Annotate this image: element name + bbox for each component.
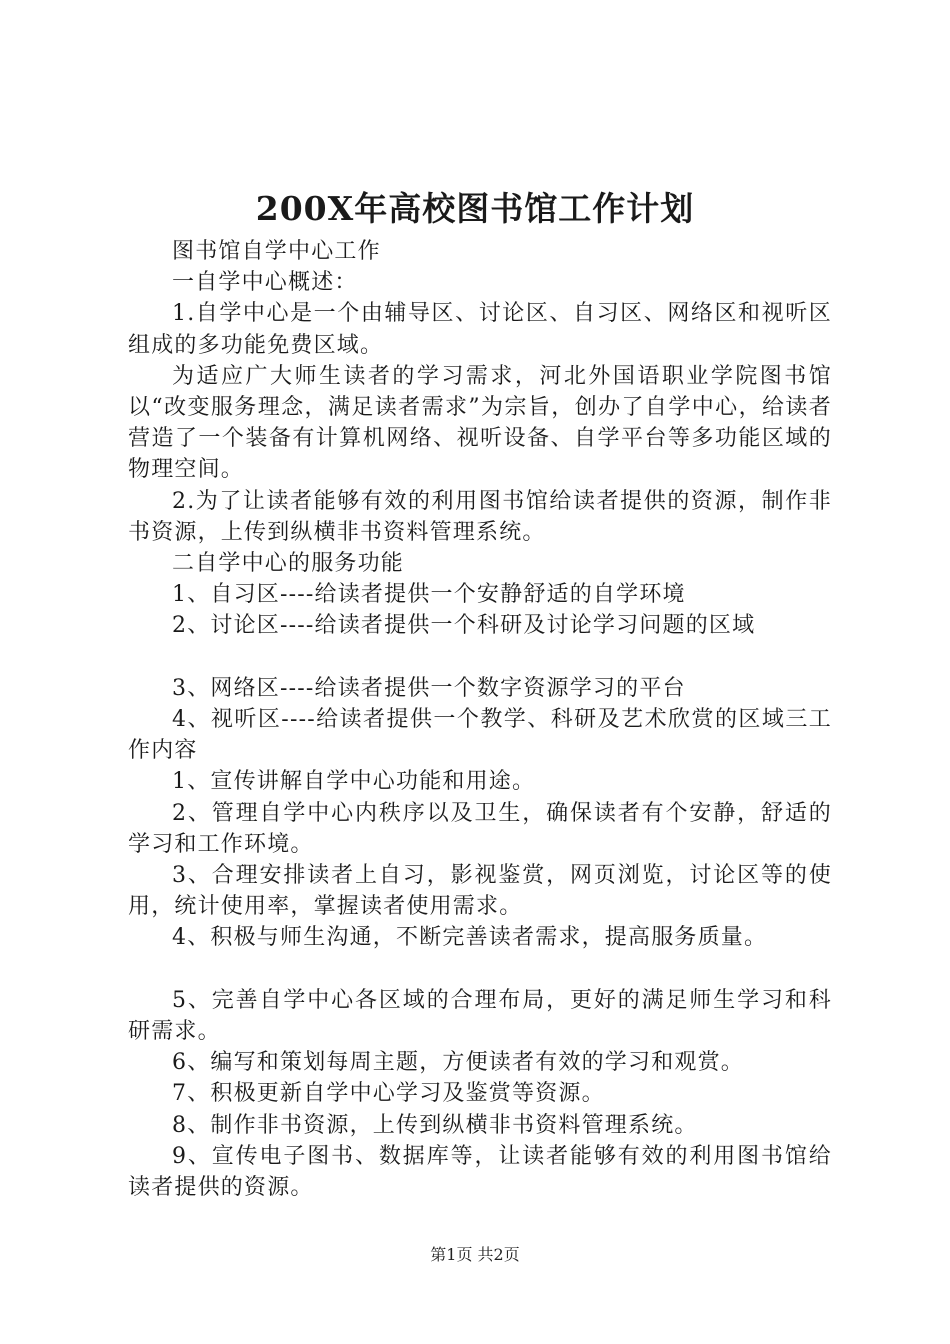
document-body	[128, 236, 832, 1203]
paragraph: 9、宣传电子图书、数据库等，让读者能够有效的利用图书馆给读者提供的资源。	[128, 1143, 832, 1201]
paragraph: 1、自习区----给读者提供一个安静舒适的自学环境	[172, 582, 686, 608]
paragraph: 为适应广大师生读者的学习需求，河北外国语职业学院图书馆以“改变服务理念，满足读者需求”为宗旨，创办了自学中心，给读者营造了一个装备有计算机网络、视听设备、自学平台等多功能区域的物理空间。	[128, 363, 832, 483]
paragraph: 2、讨论区----给读者提供一个科研及讨论学习问题的区域	[172, 613, 756, 639]
page-footer: 第1页 共2页	[430, 1245, 520, 1264]
paragraph: 2、管理自学中心内秩序以及卫生，确保读者有个安静，舒适的学习和工作环境。	[128, 800, 832, 857]
paragraph: 3、网络区----给读者提供一个数字资源学习的平台	[172, 675, 686, 701]
document-title: 200X年高校图书馆工作计划	[255, 189, 695, 228]
paragraph: 8、制作非书资源，上传到纵横非书资料管理系统。	[172, 1112, 698, 1138]
paragraph: 1、宣传讲解自学中心功能和用途。	[172, 769, 536, 795]
paragraph: 1.自学中心是一个由辅导区、讨论区、自习区、网络区和视听区组成的多功能免费区域。	[128, 301, 832, 358]
paragraph: 7、积极更新自学中心学习及鉴赏等资源。	[172, 1081, 605, 1107]
paragraph: 5、完善自学中心各区域的合理布局，更好的满足师生学习和科研需求。	[128, 987, 832, 1045]
paragraph: 4、积极与师生沟通，不断完善读者需求，提高服务质量。	[172, 925, 768, 951]
paragraph: 6、编写和策划每周主题，方便读者有效的学习和观赏。	[172, 1050, 744, 1076]
paragraph: 图书馆自学中心工作	[172, 239, 381, 264]
paragraph: 3、合理安排读者上自习，影视鉴赏，网页浏览，讨论区等的使用，统计使用率，掌握读者使用需求。	[128, 863, 832, 920]
paragraph: 一自学中心概述：	[172, 270, 358, 296]
paragraph: 4、视听区----给读者提供一个教学、科研及艺术欣赏的区域三工作内容	[128, 707, 832, 764]
paragraph: 二自学中心的服务功能	[172, 551, 405, 577]
paragraph: 2.为了让读者能够有效的利用图书馆给读者提供的资源，制作非书资源，上传到纵横非书资料管理系统。	[128, 488, 832, 545]
